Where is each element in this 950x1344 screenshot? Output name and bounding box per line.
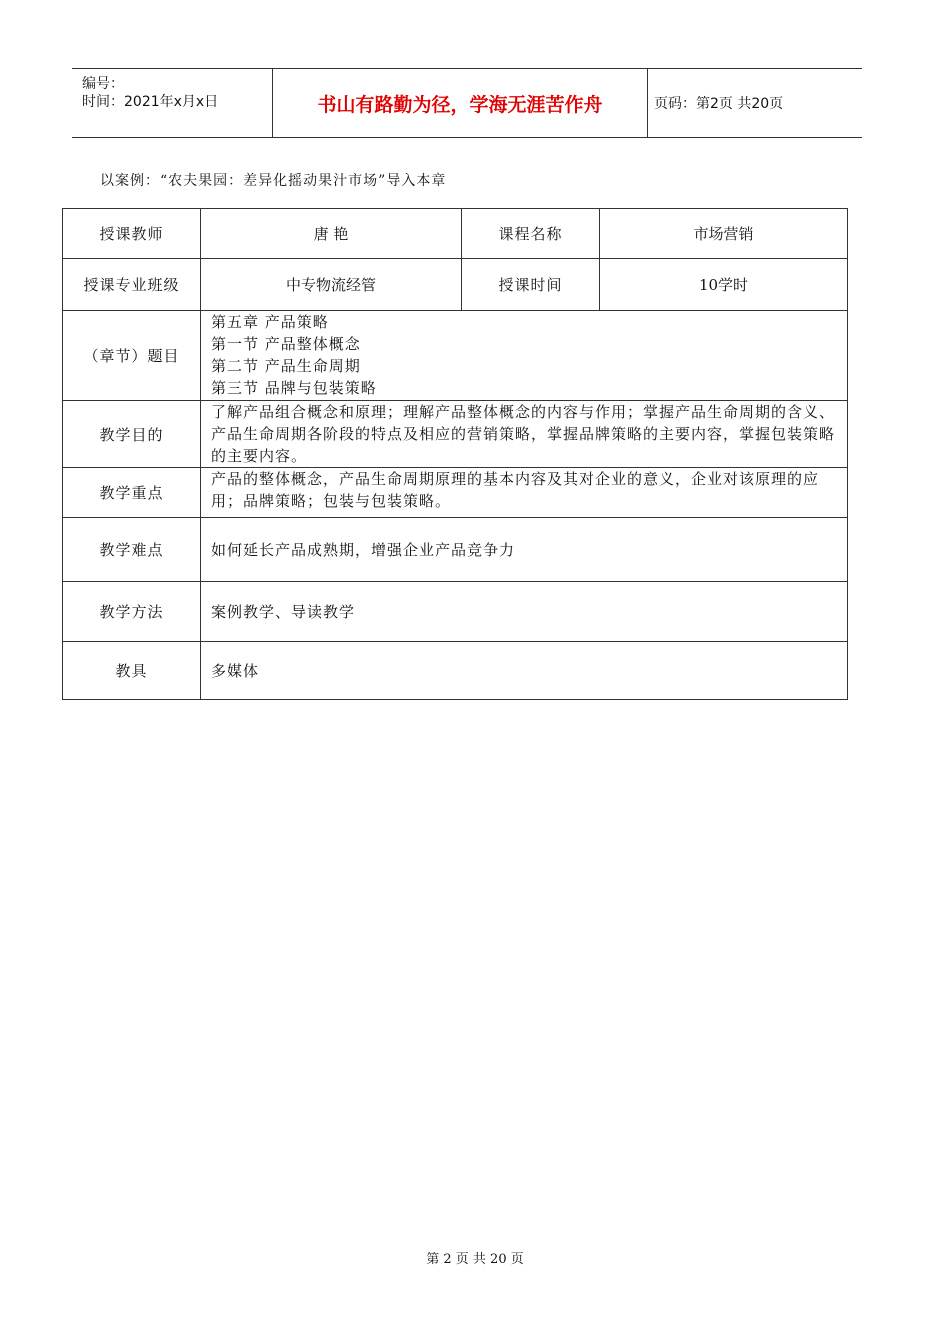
- difficulty-label: 教学难点: [63, 518, 201, 582]
- table-row: [63, 209, 848, 259]
- method-label: 教学方法: [63, 582, 201, 642]
- motto: 书山有路勤为径，学海无涯苦作舟: [273, 69, 648, 137]
- header-meta-cell: [72, 69, 273, 137]
- class-value: 中专物流经管: [201, 259, 462, 311]
- focus-value: 产品的整体概念，产品生命周期原理的基本内容及其对企业的意义，企业对该原理的应用；品牌策略；包装与包装策略。: [201, 468, 848, 518]
- tools-value: 多媒体: [201, 642, 848, 700]
- table-row: [63, 259, 848, 311]
- table-row: [63, 582, 848, 642]
- table-row: [63, 311, 848, 401]
- class-label: 授课专业班级: [63, 259, 201, 311]
- focus-label: 教学重点: [63, 468, 201, 518]
- hours-value: 10学时: [600, 259, 848, 311]
- chapter-line: 第一节 产品整体概念: [211, 335, 361, 353]
- chapter-line: 第三节 品牌与包装策略: [211, 379, 377, 397]
- page-footer: [0, 1248, 950, 1267]
- intro-text: 以案例：“农夫果园：差异化摇动果汁市场”导入本章: [100, 173, 447, 189]
- chapter-line: 第五章 产品策略: [211, 313, 329, 331]
- table-row: [63, 518, 848, 582]
- difficulty-value: 如何延长产品成熟期，增强企业产品竞争力: [201, 518, 848, 582]
- number-label: 编号：: [82, 76, 124, 92]
- table-row: [63, 468, 848, 518]
- page-header: [72, 68, 862, 138]
- chapter-line: 第二节 产品生命周期: [211, 357, 361, 375]
- course-value: 市场营销: [600, 209, 848, 259]
- table-row: [63, 642, 848, 700]
- teacher-value: 唐 艳: [201, 209, 462, 259]
- footer-text: 第 2 页 共 20 页: [426, 1252, 524, 1267]
- table-row: [63, 401, 848, 468]
- course-label: 课程名称: [462, 209, 600, 259]
- chapter-label: （章节）题目: [63, 311, 201, 401]
- chapter-value: [201, 311, 848, 401]
- time-label: 时间：2021年x月x日: [82, 94, 219, 110]
- goal-label: 教学目的: [63, 401, 201, 468]
- method-value: 案例教学、导读教学: [201, 582, 848, 642]
- goal-value: 了解产品组合概念和原理；理解产品整体概念的内容与作用；掌握产品生命周期的含义、产品生命周期各阶段的特点及相应的营销策略，掌握品牌策略的主要内容，掌握包装策略的主要内容。: [201, 401, 848, 468]
- teacher-label: 授课教师: [63, 209, 201, 259]
- lesson-plan-table: [62, 208, 848, 700]
- tools-label: 教具: [63, 642, 201, 700]
- page-info: 页码：第2页 共20页: [654, 96, 784, 112]
- hours-label: 授课时间: [462, 259, 600, 311]
